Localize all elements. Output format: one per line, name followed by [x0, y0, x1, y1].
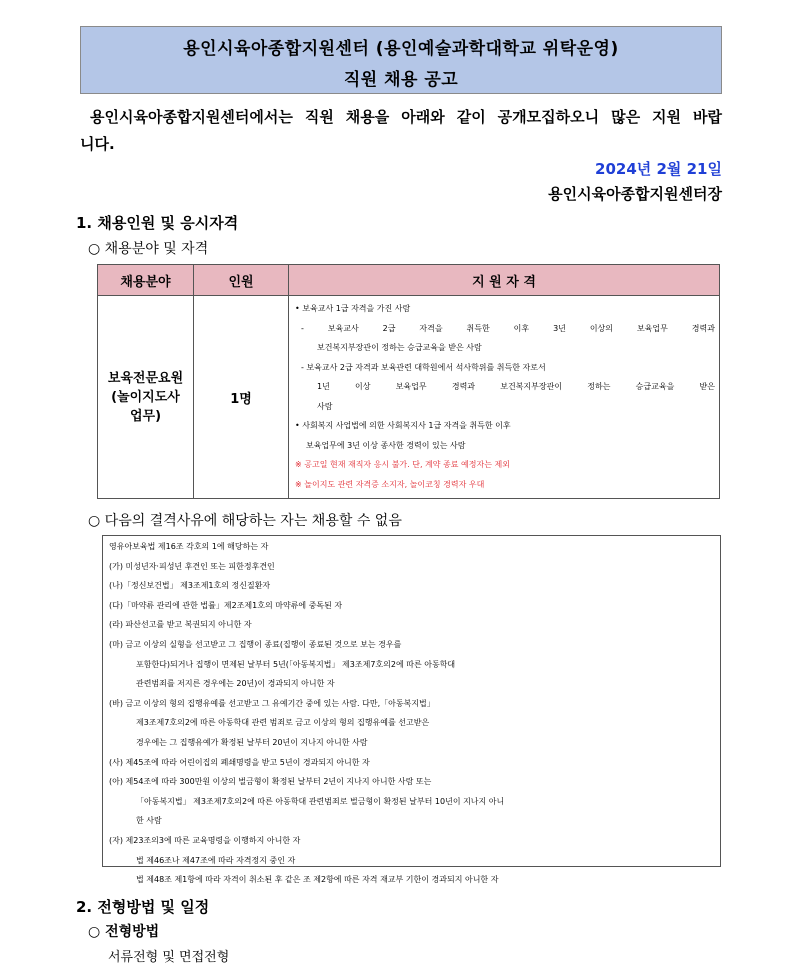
announcement-date: 2024년 2월 21일: [595, 160, 722, 178]
list-item: (나)「정신보건법」 제3조제1호의 정신질환자: [109, 581, 271, 591]
announcement-title: 용인시육아종합지원센터 (용인예술과학대학교 위탁운영): [183, 39, 619, 59]
list-item: 관련범죄를 저지른 경우에는 20년)이 경과되지 아니한 자: [136, 679, 335, 689]
qualification-line: 사람: [317, 401, 333, 411]
section1-sub-heading-disqualifications: ○ 다음의 결격사유에 해당하는 자는 채용할 수 없음: [88, 513, 402, 529]
header-qualifications: 지 원 자 격: [289, 265, 720, 296]
requirements-table: [97, 264, 720, 499]
intro-paragraph: 용인시육아종합지원센터에서는 직원 채용을 아래와 같이 공개모집하오니 많은 지원 바랍니다.: [80, 108, 722, 153]
cell-qualifications: [289, 296, 720, 499]
list-item: (바) 금고 이상의 형의 집행유예를 선고받고 그 유예기간 중에 있는 사람. 다만,「아동복지법」: [109, 698, 435, 708]
qualification-line: - 보육교사 2급 자격과 보육관련 대학원에서 석사학위를 취득한 자로서: [301, 362, 546, 372]
qualification-line: • 사회복지 사업법에 의한 사회복지사 1급 자격을 취득한 이후: [295, 421, 511, 430]
qualification-note: ※ 공고일 현재 재직자 응시 불가. 단, 계약 종료 예정자는 제외: [295, 460, 510, 469]
selection-method-text: 서류전형 및 면접전형: [108, 950, 230, 965]
list-item: 경우에는 그 집행유예가 확정된 날부터 20년이 지나지 아니한 사람: [136, 737, 368, 747]
section2-heading: 2. 전형방법 및 일정: [76, 898, 210, 916]
title-box: [80, 26, 722, 94]
list-item: (아) 제54조에 따라 300만원 이상의 벌금형이 확정된 날부터 2년이 지나지 아니한 사람 또는: [109, 777, 432, 787]
qualification-line: - 보육교사 2급 자격을 취득한 이후 3년 이상의 보육업무 경력과: [301, 323, 715, 333]
list-item: 법 제46조나 제47조에 따라 자격정지 중인 자: [136, 855, 296, 865]
table-header-row: [98, 265, 720, 296]
issuer: 용인시육아종합지원센터장: [548, 185, 722, 203]
qualification-line: 보건복지부장관이 정하는 승급교육을 받은 사람: [317, 343, 482, 352]
list-item: 「아동복지법」 제3조제7호의2에 따른 아동학대 관련범죄로 벌금형이 확정된 날부터 10년이 지나지 아니: [136, 796, 505, 806]
announcement-subtitle: 직원 채용 공고: [343, 70, 459, 90]
list-item: 한 사람: [136, 816, 162, 826]
list-item: (마) 금고 이상의 실형을 선고받고 그 집행이 종료(집행이 종료된 것으로 보는 경우를: [109, 639, 402, 649]
qualification-line: 1년 이상 보육업무 경력과 보건복지부장관이 정하는 승급교육을 받은: [317, 382, 715, 391]
list-item: (자) 제23조의3에 따른 교육명령을 이행하지 아니한 자: [109, 835, 301, 845]
list-item: (라) 파산선고를 받고 복권되지 아니한 자: [109, 620, 252, 630]
section1-heading: 1. 채용인원 및 응시자격: [76, 214, 239, 232]
list-item: 영유아보육법 제16조 각호의 1에 해당하는 자: [109, 542, 269, 551]
disqualification-box: [102, 535, 721, 885]
list-item: (다)「마약류 관리에 관한 법률」제2조제1호의 마약류에 중독된 자: [109, 600, 343, 610]
qualification-note: ※ 놀이지도 관련 자격증 소지자, 놀이코칭 경력자 우대: [295, 479, 485, 489]
list-item: (사) 제45조에 따라 어린이집의 폐쇄명령을 받고 5년이 경과되지 아니한 자: [109, 757, 370, 767]
cell-count: 1명: [194, 296, 289, 499]
list-item: 제3조제7호의2에 따른 아동학대 관련 범죄로 금고 이상의 형의 집행유예를 선고받은: [136, 718, 430, 728]
qualification-line: • 보육교사 1급 자격을 가진 사람: [295, 304, 411, 313]
cell-field: [98, 296, 194, 499]
header-count: 인원: [194, 265, 289, 296]
field-line: 보육전문요원: [107, 370, 184, 386]
section2-sub-heading-method: ○ 전형방법: [88, 924, 160, 940]
table-row: [98, 296, 720, 499]
section1-sub-heading-qualifications: ○ 채용분야 및 자격: [88, 241, 209, 257]
qualification-line: 보육업무에 3년 이상 종사한 경력이 있는 사람: [306, 440, 466, 450]
list-item: (가) 미성년자·피성년 후견인 또는 피한정후견인: [109, 561, 275, 571]
list-item: 포함한다)되거나 집행이 면제된 날부터 5년(「아동복지법」 제3조제7호의2에 따른 아동학대: [136, 659, 456, 669]
field-line: (놀이지도사: [111, 389, 180, 405]
list-item: 법 제48조 제1항에 따라 자격이 취소된 후 같은 조 제2항에 따른 자격 재교부 기한이 경과되지 아니한 자: [136, 875, 499, 885]
header-field: 채용분야: [98, 265, 194, 296]
field-line: 업무): [129, 408, 162, 424]
